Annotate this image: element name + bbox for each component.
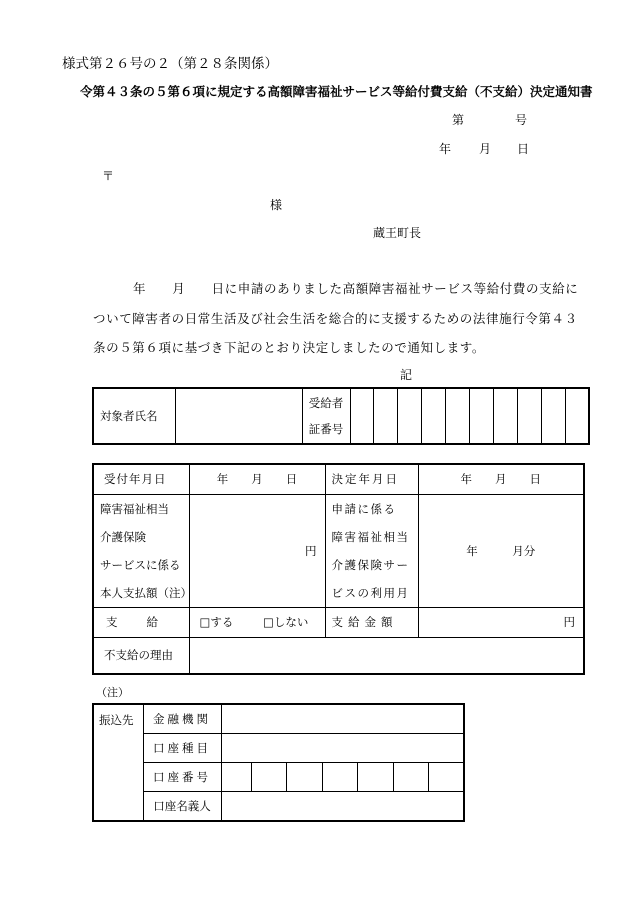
certificate-label-line2: 証番号 [308, 422, 344, 436]
document-number-suffix: 号 [515, 113, 528, 127]
account-holder-label: 口座名義人 [143, 791, 221, 821]
account-number-label: 口座番号 [143, 762, 221, 791]
account-digit-cell[interactable] [428, 762, 464, 791]
ki-heading: 記 [400, 368, 413, 382]
usage-label-line: ビスの利用月 [331, 585, 410, 600]
no-pay-checkbox[interactable]: □しない [263, 615, 309, 629]
certificate-digit-cell[interactable] [421, 388, 445, 444]
non-payment-reason-label: 不支給の理由 [93, 637, 189, 674]
certificate-digit-cell[interactable] [493, 388, 517, 444]
received-date-label: 受付年月日 [93, 464, 189, 494]
date-day: 日 [517, 142, 530, 156]
certificate-digit-cell[interactable] [350, 388, 373, 444]
recipient-name-cell[interactable] [175, 388, 302, 444]
account-digit-cell[interactable] [393, 762, 428, 791]
issuer-name: 蔵王町長 [373, 226, 422, 240]
document-title: 令第４３条の５第６項に規定する高額障害福祉サービス等給付費支給（不支給）決定通知書 [80, 84, 593, 99]
account-digit-cell[interactable] [251, 762, 286, 791]
decision-date-label: 決定年月日 [325, 464, 418, 494]
postal-mark: 〒 [102, 169, 115, 183]
account-type-label: 口座種目 [143, 733, 221, 762]
document-number-prefix: 第 [452, 113, 465, 127]
recipient-name-label: 対象者氏名 [93, 388, 175, 444]
payment-label-line: 本人支払額（注） [100, 585, 192, 600]
payment-amount-label [93, 494, 192, 607]
date-year: 年 [439, 142, 452, 156]
account-digit-cell[interactable] [357, 762, 393, 791]
payment-label-line: 障害福祉相当 [100, 501, 169, 516]
payment-label-line: 介護保険 [100, 529, 146, 544]
non-payment-reason-cell[interactable] [189, 637, 584, 674]
form-number: 様式第２６号の２（第２８条関係） [62, 56, 278, 72]
pay-checkbox[interactable]: □する [199, 615, 234, 629]
account-digit-cell[interactable] [286, 762, 322, 791]
recipient-table [92, 387, 590, 445]
date-month: 月 [479, 142, 492, 156]
payment-decision-label: 支 給 [93, 607, 189, 637]
usage-label-line: 申請に係る [331, 501, 397, 516]
received-date-value: 年 月 日 [189, 464, 325, 494]
decision-date-value: 年 月 日 [418, 464, 584, 494]
usage-label-line: 介護保険サー [331, 557, 410, 572]
certificate-digit-cell[interactable] [469, 388, 493, 444]
certificate-digit-cell[interactable] [565, 388, 589, 444]
payment-amount-yen: 円 [418, 607, 584, 637]
certificate-digit-cell[interactable] [541, 388, 565, 444]
body-line-3: 条の５第６項に基づき下記のとおり決定しましたので通知します。 [93, 340, 486, 355]
account-type-cell[interactable] [221, 733, 464, 762]
addressee-honorific: 様 [270, 198, 283, 212]
transfer-label: 振込先 [93, 704, 143, 821]
certificate-label-line1: 受給者 [308, 396, 344, 410]
certificate-digit-cell[interactable] [373, 388, 397, 444]
payment-amount-value: 円 [189, 494, 325, 607]
payment-label-line: サービスに係る [100, 557, 181, 572]
usage-label-line: 障害福祉相当 [331, 529, 410, 544]
account-digit-cell[interactable] [322, 762, 357, 791]
body-line-2: ついて障害者の日常生活及び社会生活を総合的に支援するための法律施行令第４３ [93, 311, 578, 326]
note-label: （注） [96, 686, 129, 699]
bank-name-cell[interactable] [221, 704, 464, 733]
payment-amount-label: 支給金額 [325, 607, 418, 637]
certificate-digit-cell[interactable] [517, 388, 541, 444]
decision-table [92, 463, 585, 675]
account-holder-cell[interactable] [221, 791, 464, 821]
account-digit-cell[interactable] [221, 762, 251, 791]
payment-decision-options [189, 607, 325, 637]
usage-month-value: 年 月分 [418, 494, 584, 607]
bank-account-table [92, 703, 465, 822]
usage-month-label [325, 494, 418, 607]
bank-label: 金融機関 [143, 704, 221, 733]
certificate-digit-cell[interactable] [397, 388, 421, 444]
certificate-digit-cell[interactable] [445, 388, 469, 444]
body-line-1: 年 月 日に申請のありました高額障害福祉サービス等給付費の支給に [133, 281, 579, 296]
certificate-label [302, 388, 350, 444]
